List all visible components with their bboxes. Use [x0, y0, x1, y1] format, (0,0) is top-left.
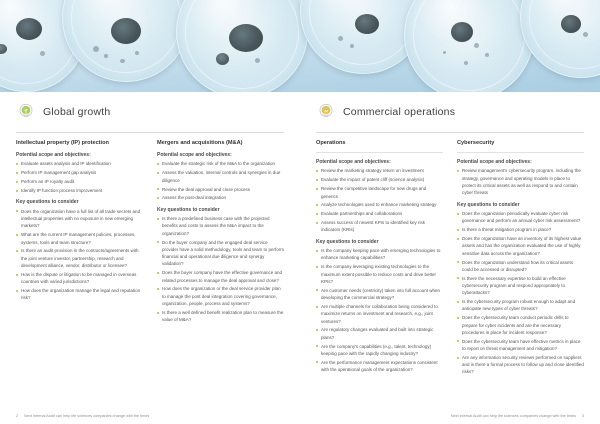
list-item: Is the cybersecurity program robust enough to adapt and anticipate new types of cyber threats? — [457, 298, 584, 313]
petri-dish — [404, 0, 534, 92]
header-photo-petri-dishes — [0, 0, 600, 92]
list-item: Are any information security reviews performed on suppliers and is there a formal process to follow up and close identified risks? — [457, 354, 584, 376]
list-item: Does the organization have a full list of all trade secrets and intellectual properties with no exposure in new emerging markets? — [16, 208, 143, 230]
list-item: Does the buyer company have the effective governance and related processes to manage the deal approval and close? — [157, 269, 284, 284]
list-item: Is there the necessary expertise to build an effective cybersecurity program and respond appropriately to cyberattacks? — [457, 275, 584, 297]
page-number-right: 3 — [581, 414, 584, 418]
page-content — [0, 92, 600, 424]
list-item: Are the company's capabilities (e.g., talent, technology) keeping pace with the rapidly changing industry? — [316, 343, 443, 358]
bullet-list — [16, 208, 143, 302]
column-heading: Intellectual property (IP) protection — [16, 140, 109, 146]
list-item: Review the competitive landscape for new drugs and generics — [316, 185, 443, 200]
section-divider — [16, 132, 284, 133]
list-item: Does the organization understand how its critical assets could be accessed or disrupted? — [457, 259, 584, 274]
list-item: Do the buyer company and the engaged deal service provider have a solid methodology, tools and team to perform financial and operational due diligence and synergy validation? — [157, 239, 284, 268]
list-item: Does the cybersecurity team have effective metrics in place to report on threat management and mitigation? — [457, 338, 584, 353]
list-item: Is there a threat mitigation program in place? — [457, 226, 584, 233]
bullet-list — [316, 167, 443, 233]
group-label: Potential scope and objectives: — [316, 158, 391, 165]
bullet-list — [457, 167, 584, 196]
footer-left — [0, 414, 300, 418]
list-item: Does the cybersecurity team conduct periodic drills to prepare for cyber incidents and are the necessary procedures in place for incident response? — [457, 314, 584, 336]
list-item: Evaluate partnerships and collaborations — [316, 210, 443, 217]
left-columns — [16, 140, 284, 328]
group-label: Key questions to consider — [16, 199, 79, 206]
list-item: What are the current IP management policies, processes, systems, tools and team structure? — [16, 231, 143, 246]
group-label: Potential scope and objectives: — [16, 151, 91, 158]
list-item: How is the dispute or litigation to be managed in overseas countries with varied jurisdictions? — [16, 271, 143, 286]
list-item: How does the organization or the deal service provider plan to manage the post deal integration covering governance, organization, people, process and systems? — [157, 285, 284, 307]
lightbulb-operations-icon — [316, 102, 336, 122]
bullet-list — [316, 247, 443, 373]
column-heading: Cybersecurity — [457, 140, 495, 146]
group-label: Key questions to consider — [457, 201, 520, 208]
footer-text-left: Next internal Audit can help life sciences companies change with the times — [24, 414, 150, 418]
list-item: Is there a well defined benefit realization plan to measure the value of M&A? — [157, 309, 284, 324]
list-item: Does the organization periodically evaluate cyber risk governance and perform an annual cyber risk assessment? — [457, 210, 584, 225]
list-item: Review the marketing strategy return on investment — [316, 167, 443, 174]
list-item: Evaluate the impact of patent cliff (science analysis) — [316, 176, 443, 183]
right-page — [300, 102, 600, 424]
column-rule — [316, 152, 443, 153]
list-item: Is the company leveraging existing technologies to the maximum extent possible to reduce costs and drive better KPIs? — [316, 263, 443, 285]
section-title: Commercial operations — [343, 106, 456, 118]
list-item: Perform IP management gap analysis — [16, 169, 143, 176]
list-item: Are multiple channels for collaboration being considered to maximize returns on investment and research, e.g., joint ventures? — [316, 303, 443, 325]
list-item: Is there an audit provision in the contracts/agreements with the joint venture investor, partnership, research and development alliance, vendor, distributor or licensee? — [16, 247, 143, 269]
list-item: Assess the valuation, internal controls and synergies in due diligence — [157, 169, 284, 184]
bullet-list — [457, 210, 584, 376]
list-item: Analyze technologies used to enhance marketing strategy — [316, 201, 443, 208]
lightbulb-growth-icon — [16, 102, 36, 122]
section-title: Global growth — [43, 106, 111, 118]
page-footer — [0, 408, 600, 424]
list-item: Perform an IP royalty audit — [16, 178, 143, 185]
bullet-list — [16, 160, 143, 194]
column-operations — [316, 140, 443, 381]
list-item: Is there a predefined business case with the projected benefits and costs to assess the M&A impact to the organization? — [157, 215, 284, 237]
footer-right — [300, 414, 600, 418]
list-item: Are customer needs (centricity) taken into full account when developing the commercial strategy? — [316, 287, 443, 302]
section-header-global-growth — [16, 102, 284, 122]
group-label: Key questions to consider — [157, 206, 220, 213]
column-rule — [457, 152, 584, 153]
bullet-list — [157, 160, 284, 201]
page-number-left: 2 — [16, 414, 19, 418]
list-item: Evaluate the strategic risk of the M&A to the organization — [157, 160, 284, 167]
group-label: Key questions to consider — [316, 238, 379, 245]
group-label: Potential scope and objectives: — [157, 151, 232, 158]
list-item: Are the performance management expectations consistent with the operational goals of the organization? — [316, 359, 443, 374]
list-item: Evaluate assets analysis and IP identification — [16, 160, 143, 167]
column-heading: Operations — [316, 140, 346, 146]
column-ip-protection — [16, 140, 143, 328]
list-item: Is the company keeping pace with emerging technologies to enhance marketing capabilities? — [316, 247, 443, 262]
list-item: Review the deal approval and close process — [157, 186, 284, 193]
list-item: Are regulatory changes evaluated and built into strategic plans? — [316, 326, 443, 341]
right-columns — [316, 140, 584, 381]
list-item: Identify IP function process improvement — [16, 187, 143, 194]
section-divider — [316, 132, 584, 133]
group-label: Potential scope and objectives: — [457, 158, 532, 165]
left-page — [0, 102, 300, 424]
list-item: Assess the post-deal integration — [157, 194, 284, 201]
list-item: Review management's cybersecurity program, including the strategy, governance and operating models in place to protect its critical assets as well as respond to and contain cyber threats — [457, 167, 584, 196]
column-cybersecurity — [457, 140, 584, 381]
list-item: Does the organization have an inventory of its highest value assets and has the organization evaluated the use of highly sensitive data across the organization? — [457, 235, 584, 257]
bullet-list — [157, 215, 284, 323]
column-mergers-acquisitions — [157, 140, 284, 328]
column-heading: Mergers and acquisitions (M&A) — [157, 140, 243, 146]
footer-text-right: Next internal Audit can help life sciences companies change with the times — [450, 414, 576, 418]
list-item: Assess success of newest KPIs to identified key risk indicators (KRIs) — [316, 219, 443, 234]
petri-dish — [176, 0, 308, 92]
section-header-commercial-operations — [316, 102, 584, 122]
list-item: How does the organization manage the legal and reputation risk? — [16, 287, 143, 302]
